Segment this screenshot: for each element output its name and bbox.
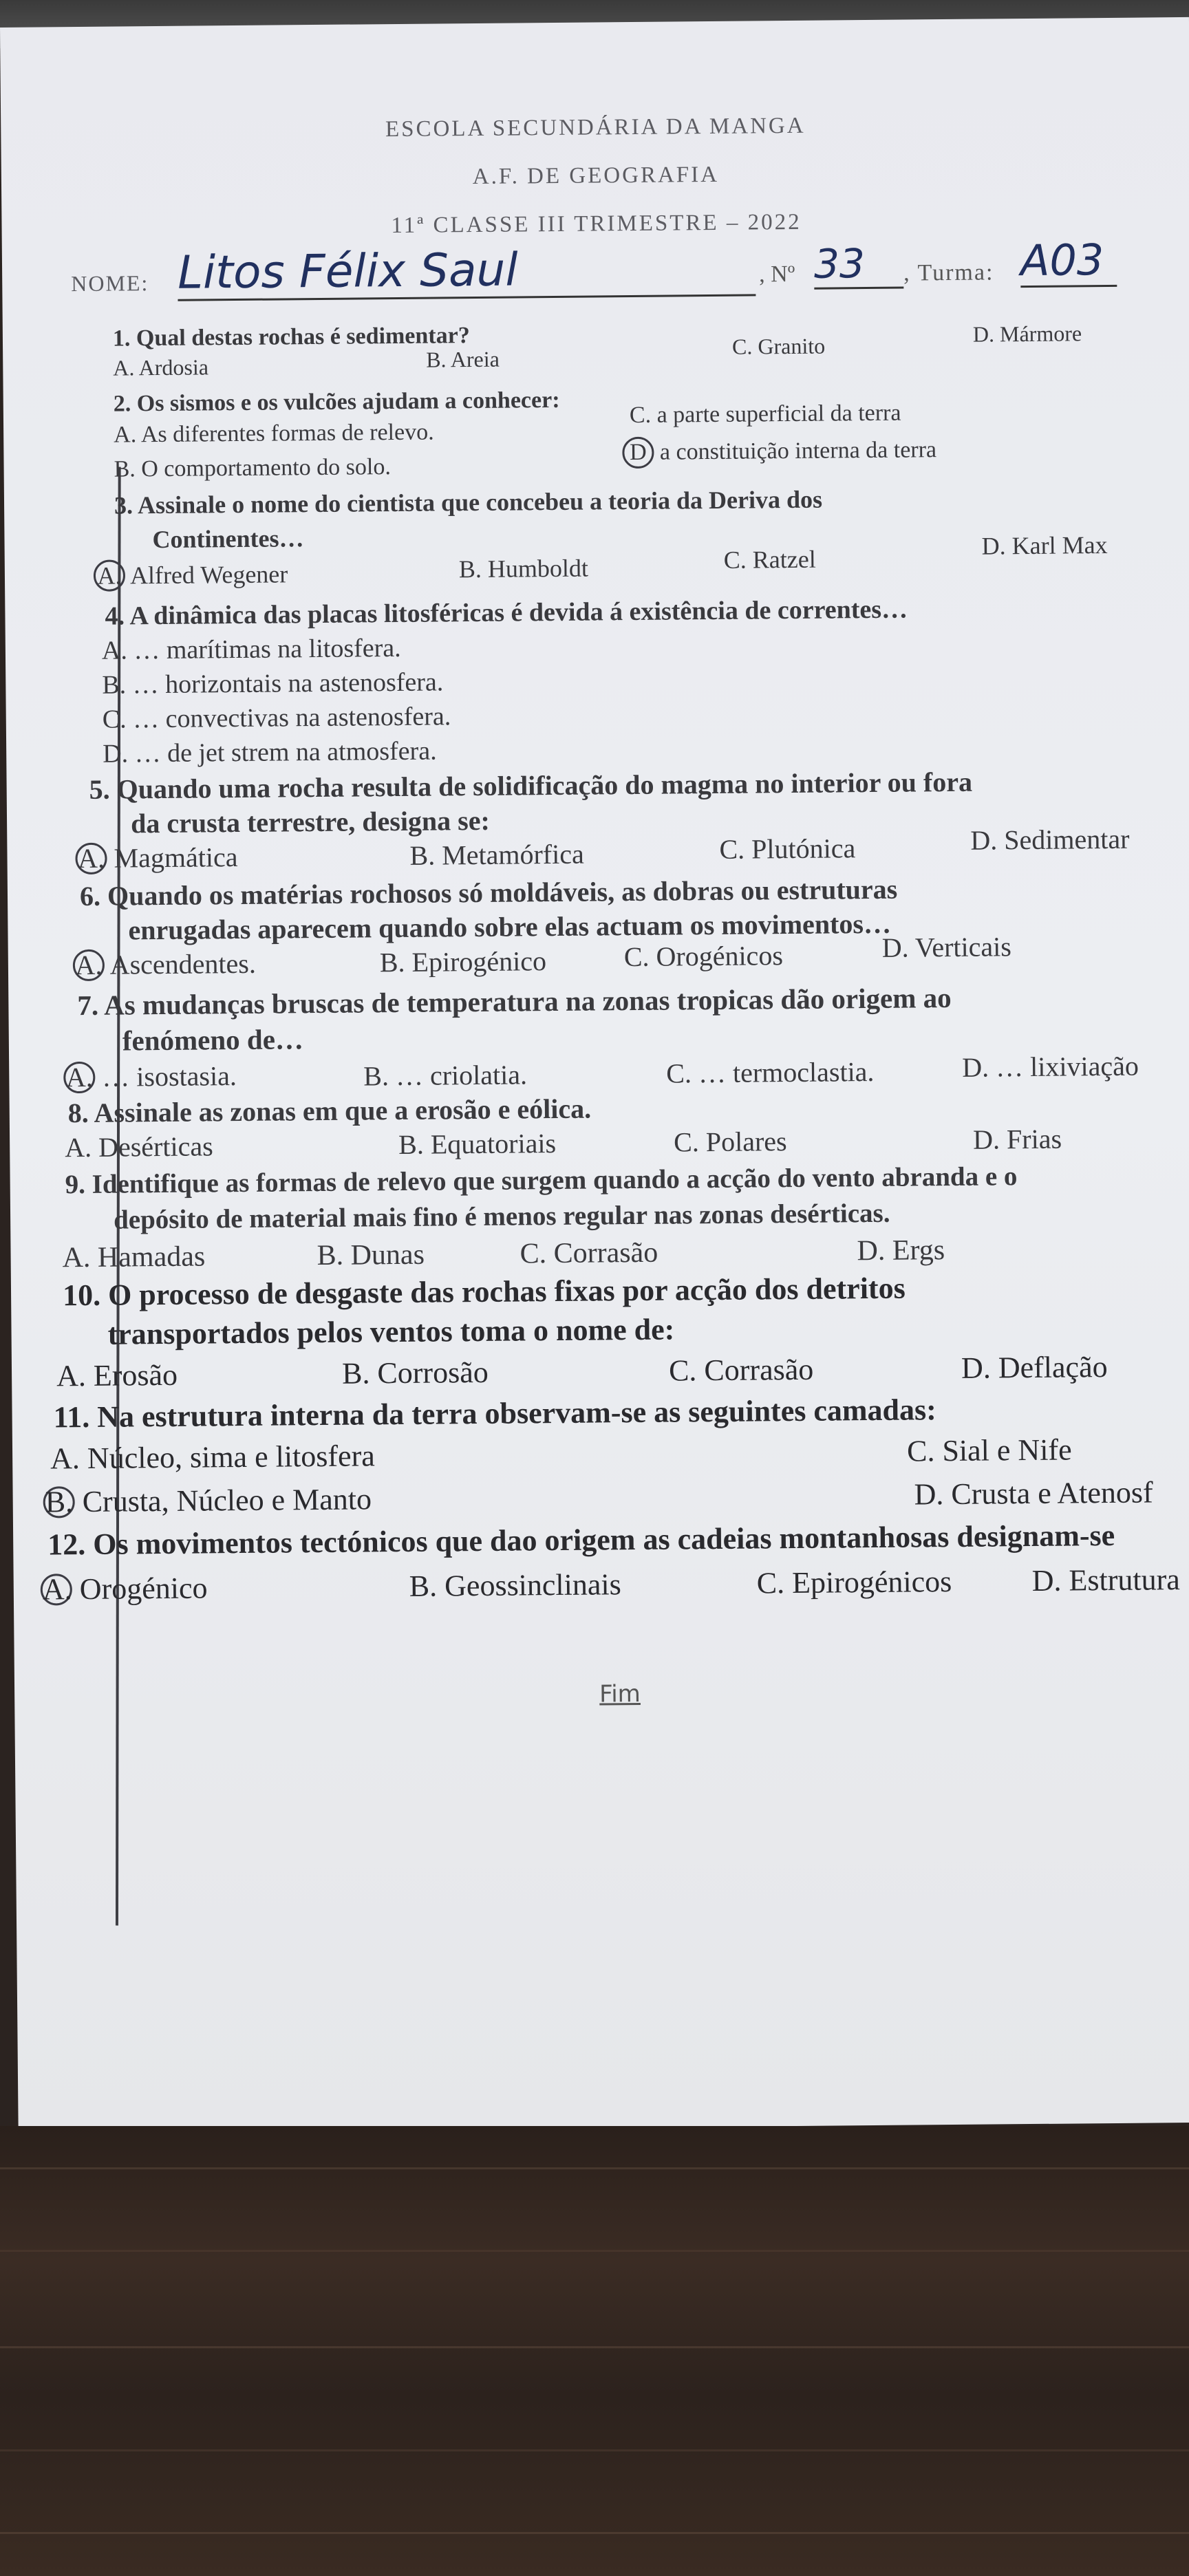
wood-grain	[0, 2449, 1189, 2451]
option-9b: B. Dunas	[317, 1238, 425, 1272]
option-9d: D. Ergs	[857, 1234, 945, 1267]
option-7c: C. … termoclastia.	[666, 1055, 875, 1089]
student-class: A03	[1020, 235, 1117, 288]
question-3-cont: Continentes…	[152, 524, 304, 554]
option-5d: D. Sedimentar	[970, 823, 1130, 856]
option-6c: C. Orogénicos	[623, 940, 784, 973]
option-2b: B. O comportamento do solo.	[114, 454, 392, 482]
question-9-cont: depósito de material mais fino é menos regular nas zonas desérticas.	[113, 1198, 890, 1235]
option-3d: D. Karl Max	[981, 530, 1108, 560]
option-1a: A. Ardosia	[113, 354, 209, 380]
question-5: 5. Quando uma rocha resulta de solidificação do magma no interior ou fora	[89, 766, 973, 805]
option-5a: A. Magmática	[79, 841, 237, 874]
option-7b: B. … criolatia.	[363, 1059, 528, 1092]
option-12a: A. Orogénico	[45, 1570, 208, 1607]
option-1c: C. Granito	[731, 333, 826, 359]
student-number: 33	[814, 240, 904, 290]
wood-grain	[0, 2250, 1189, 2252]
option-6a: A. Ascendentes.	[77, 947, 256, 981]
question-9: 9. Identifique as formas de relevo que surgem quando a acção do vento abranda e o	[65, 1161, 1018, 1200]
question-7: 7. As mudanças bruscas de temperatura na zonas tropicas dão origem ao	[77, 981, 952, 1022]
option-5b: B. Metamórfica	[409, 838, 584, 871]
option-11d: D. Crusta e Atenosf	[914, 1475, 1153, 1512]
option-8b: B. Equatoriais	[398, 1128, 557, 1161]
wood-grain	[0, 2346, 1189, 2348]
option-8d: D. Frias	[972, 1123, 1062, 1155]
student-name: Litos Félix Saul	[178, 241, 756, 301]
option-10d: D. Deflação	[961, 1350, 1108, 1385]
question-7-cont: fenómeno de…	[122, 1023, 304, 1057]
end-mark: Fim	[599, 1679, 641, 1708]
option-2d: D a constituição interna da terra	[626, 434, 936, 469]
option-12b: B. Geossinclinais	[409, 1567, 621, 1603]
option-2a: A. As diferentes formas de relevo.	[114, 419, 434, 448]
option-11c: C. Sial e Nife	[906, 1432, 1072, 1468]
option-10c: C. Corrasão	[668, 1352, 814, 1388]
option-11b: B. Crusta, Núcleo e Manto	[47, 1481, 372, 1519]
option-1d: D. Mármore	[972, 321, 1082, 347]
option-9c: C. Corrasão	[519, 1236, 658, 1270]
option-4a: A. … marítimas na litosfera.	[101, 633, 401, 665]
option-3b: B. Humboldt	[458, 554, 589, 583]
question-2: 2. Os sismos e os vulcões ajudam a conhecer:	[113, 387, 560, 417]
option-11a: A. Núcleo, sima e litosfera	[50, 1439, 375, 1476]
option-6b: B. Epirogénico	[379, 945, 547, 978]
option-5c: C. Plutónica	[719, 833, 856, 865]
option-4b: B. … horizontais na astenosfera.	[102, 667, 444, 700]
option-4d: D. … de jet strem na atmosfera.	[103, 736, 437, 769]
option-12c: C. Epirogénicos	[756, 1565, 952, 1600]
option-4c: C. … convectivas na astenosfera.	[102, 702, 451, 734]
option-3a: A. Alfred Wegener	[98, 558, 288, 591]
option-3c: C. Ratzel	[723, 545, 816, 574]
option-10a: A. Erosão	[56, 1357, 178, 1393]
question-8: 8. Assinale as zonas em que a erosão e eólica.	[67, 1093, 592, 1129]
question-6: 6. Quando os matérias rochosos só moldáveis, as dobras ou estruturas	[79, 873, 898, 912]
name-label: NOME:	[71, 270, 149, 297]
question-10-cont: transportados pelos ventos toma o nome de:	[107, 1312, 675, 1351]
question-4: 4. A dinâmica das placas litosféricas é devida á existência de correntes…	[105, 594, 908, 631]
option-2c: C. a parte superficial da terra	[629, 400, 901, 429]
class-label: , Turma:	[903, 259, 994, 286]
question-5-cont: da crusta terrestre, designa se:	[130, 804, 491, 839]
question-1: 1. Qual destas rochas é sedimentar?	[112, 323, 470, 352]
option-12d: D. Estrutura	[1031, 1563, 1181, 1598]
option-7a: A. … isostasia.	[67, 1060, 237, 1093]
option-8a: A. Desérticas	[65, 1130, 213, 1163]
wood-grain	[0, 2167, 1189, 2169]
question-10: 10. O processo de desgaste das rochas fixas por acção dos detritos	[62, 1271, 906, 1313]
number-label: , Nº	[759, 261, 795, 288]
option-10b: B. Corrosão	[341, 1355, 489, 1391]
option-6d: D. Verticais	[881, 931, 1012, 963]
wood-grain	[0, 2532, 1189, 2534]
question-3: 3. Assinale o nome do cientista que concebeu a teoria da Deriva dos	[114, 485, 823, 519]
option-9a: A. Hamadas	[62, 1241, 206, 1274]
option-8c: C. Polares	[673, 1126, 787, 1158]
wooden-table	[0, 2126, 1189, 2576]
question-11: 11. Na estrutura interna da terra observam-se as seguintes camadas:	[53, 1393, 936, 1435]
subject-title: A.F. DE GEOGRAFIA	[472, 162, 720, 190]
option-1b: B. Areia	[426, 346, 500, 372]
school-name: ESCOLA SECUNDÁRIA DA MANGA	[385, 113, 806, 142]
question-6-cont: enrugadas aparecem quando sobre elas actuam os movimentos…	[128, 908, 892, 946]
exam-paper	[0, 17, 1189, 2133]
question-12: 12. Os movimentos tectónicos que dao origem as cadeias montanhosas designam-se	[47, 1518, 1115, 1562]
term-title: 11ª CLASSE III TRIMESTRE – 2022	[391, 209, 802, 239]
option-7d: D. … lixiviação	[962, 1050, 1139, 1083]
